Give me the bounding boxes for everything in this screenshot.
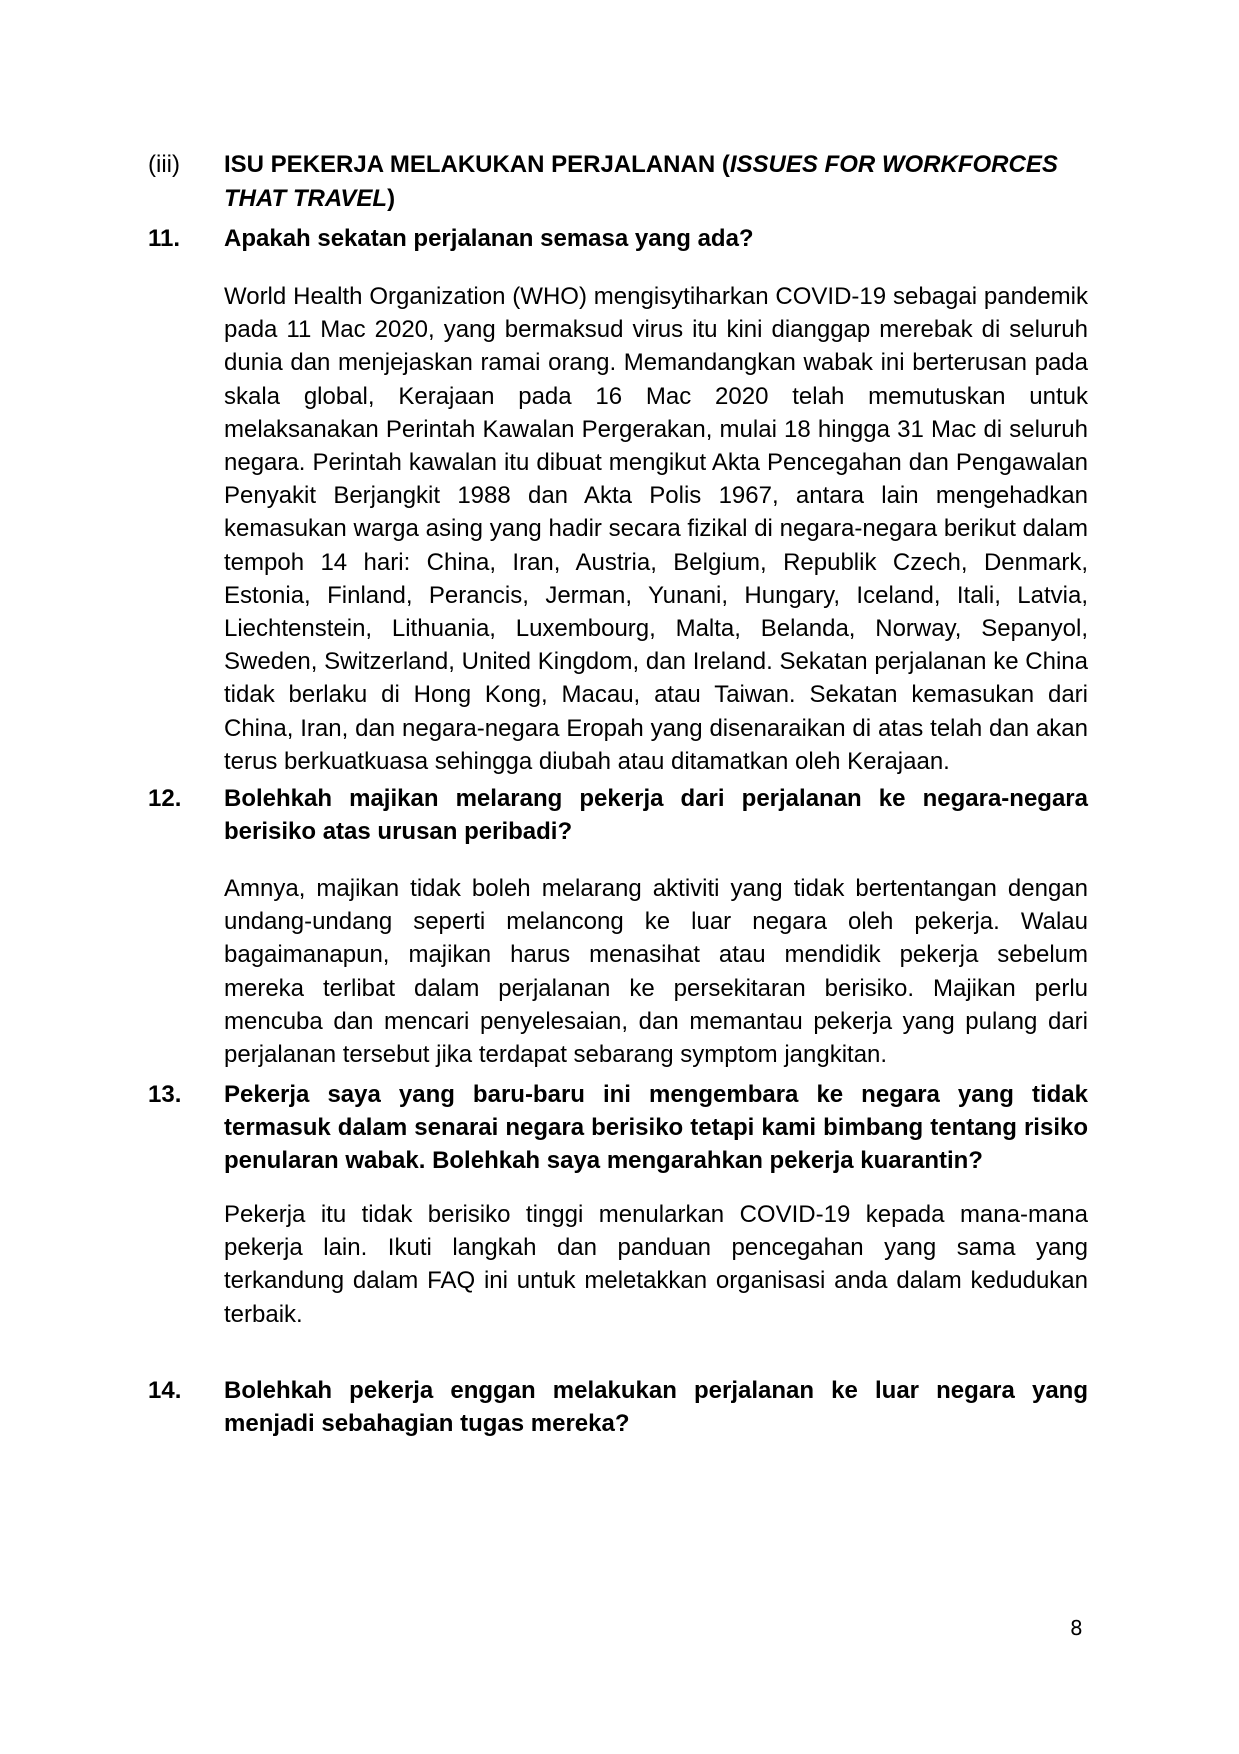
section-title — [224, 148, 1088, 216]
section-title-main: ISU PEKERJA MELAKUKAN PERJALANAN ( — [224, 151, 730, 178]
question-text: Apakah sekatan perjalanan semasa yang ada? — [224, 225, 754, 252]
question-12 — [148, 782, 1088, 848]
question-number: 13. — [148, 1081, 182, 1108]
section-title-end: ) — [387, 185, 396, 212]
question-text: Pekerja saya yang baru-baru ini mengembara ke negara yang tidak termasuk dalam senarai negara berisiko tetapi kami bimbang tentang risiko penularan wabak. Bolehkah saya mengarahkan pekerja kuarantin? — [224, 1081, 1088, 1174]
answer-12: Amnya, majikan tidak boleh melarang aktiviti yang tidak bertentangan dengan undang-undang seperti melancong ke luar negara oleh pekerja. Walau bagaimanapun, majikan harus menasihat atau mendidik pekerja sebelum mereka terlibat dalam perjalanan ke persekitaran berisiko. Majikan perlu mencuba dan mencari penyelesaian, dan memantau pekerja yang pulang dari perjalanan tersebut jika terdapat sebarang symptom jangkitan. — [224, 875, 1088, 1069]
question-text: Bolehkah majikan melarang pekerja dari perjalanan ke negara-negara berisiko atas urusan peribadi? — [224, 785, 1088, 845]
question-number: 11. — [148, 225, 181, 252]
question-14 — [148, 1374, 1088, 1440]
question-text: Bolehkah pekerja enggan melakukan perjalanan ke luar negara yang menjadi sebahagian tugas mereka? — [224, 1377, 1088, 1437]
section-number: (iii) — [148, 151, 180, 178]
answer-13: Pekerja itu tidak berisiko tinggi menularkan COVID-19 kepada mana-mana pekerja lain. Ikuti langkah dan panduan pencegahan yang sama yang terkandung dalam FAQ ini untuk meletakkan organisasi anda dalam kedudukan terbaik. — [224, 1201, 1088, 1328]
question-13 — [148, 1078, 1088, 1177]
section-title-italic: ISSUES FOR WORKFORCES THAT TRAVEL — [224, 151, 1058, 212]
question-number: 14. — [148, 1377, 182, 1404]
question-number: 12. — [148, 785, 182, 812]
answer-11: World Health Organization (WHO) mengisytiharkan COVID-19 sebagai pandemik pada 11 Mac 2020, yang bermaksud virus itu kini dianggap merebak di seluruh dunia dan menjejaskan ramai orang. Memandangkan wabak ini berterusan pada skala global, Kerajaan pada 16 Mac 2020 telah memutuskan untuk melaksanakan Perintah Kawalan Pergerakan, mulai 18 hingga 31 Mac di seluruh negara. Perintah kawalan itu dibuat mengikut Akta Pencegahan dan Pengawalan Penyakit Berjangkit 1988 dan Akta Polis 1967, antara lain mengehadkan kemasukan warga asing yang hadir secara fizikal di negara-negara berikut dalam tempoh 14 hari: China, Iran, Austria, Belgium, Republik Czech, Denmark, Estonia, Finland, Perancis, Jerman, Yunani, Hungary, Iceland, Itali, Latvia, Liechtenstein, Lithuania, Luxembourg, Malta, Belanda, Norway, Sepanyol, Sweden, Switzerland, United Kingdom, dan Ireland. Sekatan perjalanan ke China tidak berlaku di Hong Kong, Macau, atau Taiwan. Sekatan kemasukan dari China, Iran, dan negara-negara Eropah yang disenaraikan di atas telah dan akan terus berkuatkuasa sehingga diubah atau ditamatkan oleh Kerajaan. — [224, 283, 1088, 775]
question-11 — [148, 222, 1088, 255]
page-number: 8 — [1070, 1616, 1083, 1640]
section-heading — [148, 148, 1088, 216]
